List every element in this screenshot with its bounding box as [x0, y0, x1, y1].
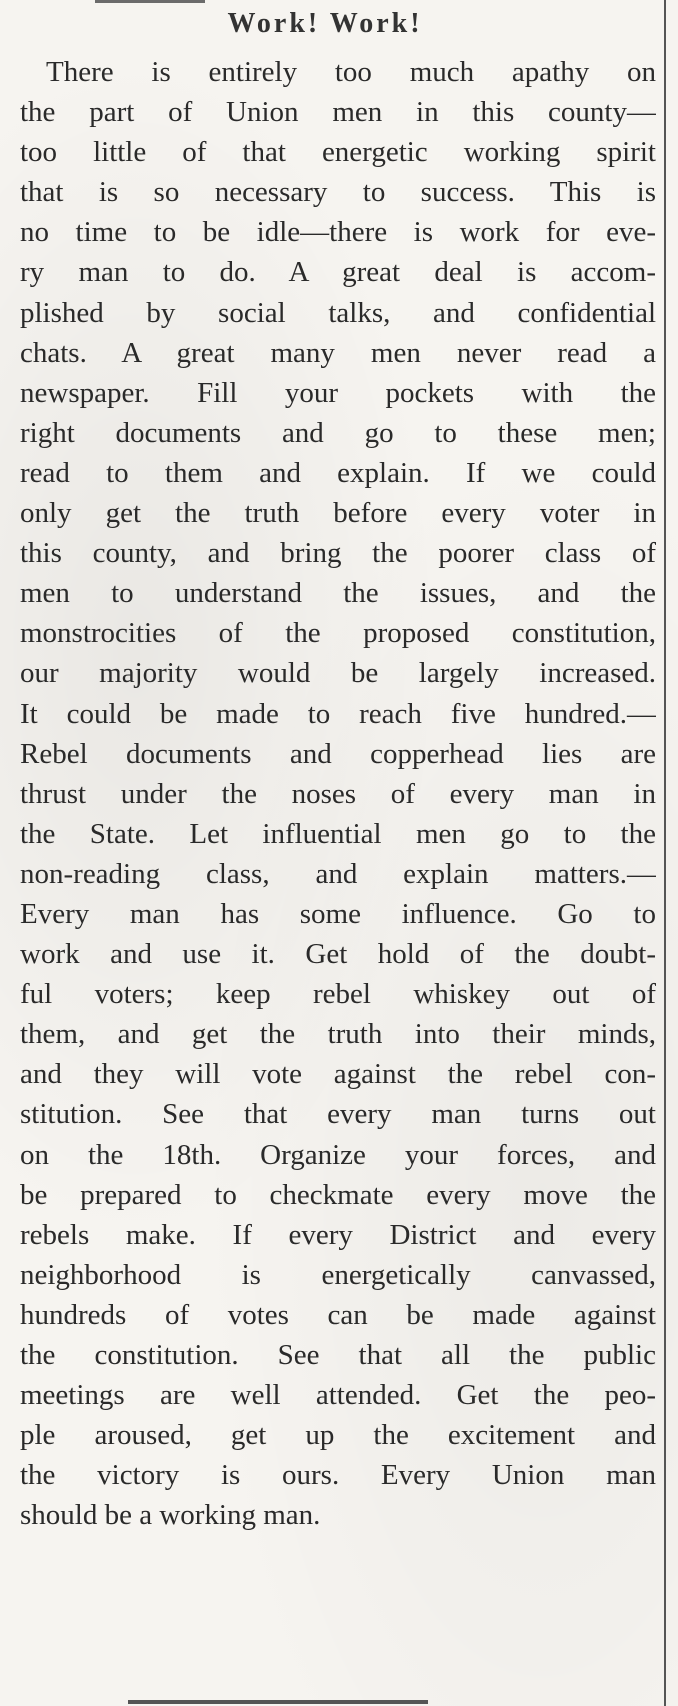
text-line: right documents and go to these men;	[20, 416, 656, 449]
text-line: that is so necessary to success. This is	[20, 176, 656, 209]
text-line: ry man to do. A great deal is accom-	[20, 256, 656, 289]
text-line: newspaper. Fill your pockets with the	[20, 376, 656, 409]
text-line: them, and get the truth into their minds,	[20, 1018, 656, 1051]
text-line: on the 18th. Organize your forces, and	[20, 1138, 656, 1171]
top-rule	[95, 0, 205, 3]
text-line: meetings are well attended. Get the peo-	[20, 1379, 656, 1412]
text-line: read to them and explain. If we could	[20, 456, 656, 489]
text-line: monstrocities of the proposed constitution,	[20, 617, 656, 650]
article-body	[20, 52, 656, 1535]
text-line: too little of that energetic working spirit	[20, 136, 656, 169]
text-line: hundreds of votes can be made against	[20, 1298, 656, 1331]
text-line: should be a working man.	[20, 1499, 321, 1532]
text-line: the part of Union men in this county—	[20, 96, 656, 129]
text-line: men to understand the issues, and the	[20, 577, 656, 610]
text-line: There is entirely too much apathy on	[46, 56, 656, 88]
text-line: rebels make. If every District and every	[20, 1218, 656, 1251]
text-line: the constitution. See that all the public	[20, 1339, 656, 1371]
text-line: plished by social talks, and confidential	[20, 296, 656, 329]
column-rule	[664, 0, 666, 1706]
text-line: non-reading class, and explain matters.—	[20, 857, 656, 890]
text-line: the victory is ours. Every Union man	[20, 1459, 656, 1492]
text-line: and they will vote against the rebel con-	[20, 1058, 656, 1091]
text-line: thrust under the noses of every man in	[20, 777, 656, 810]
text-line: work and use it. Get hold of the doubt-	[20, 938, 656, 971]
text-line: ful voters; keep rebel whiskey out of	[20, 978, 656, 1011]
article-headline: Work! Work!	[227, 8, 423, 39]
text-line: Every man has some influence. Go to	[20, 897, 656, 930]
text-line: chats. A great many men never read a	[20, 336, 656, 369]
bottom-rule	[128, 1700, 428, 1704]
text-line: be prepared to checkmate every move the	[20, 1178, 656, 1211]
text-line: stitution. See that every man turns out	[20, 1098, 656, 1131]
text-line: no time to be idle—there is work for eve-	[20, 216, 656, 249]
text-line: the State. Let influential men go to the	[20, 817, 656, 850]
text-line: our majority would be largely increased.	[20, 657, 656, 690]
text-line: It could be made to reach five hundred.—	[20, 697, 656, 730]
text-line: this county, and bring the poorer class of	[20, 537, 656, 570]
text-line: Rebel documents and copperhead lies are	[20, 737, 656, 770]
text-line: ple aroused, get up the excitement and	[20, 1419, 656, 1452]
text-line: neighborhood is energetically canvassed,	[20, 1258, 656, 1291]
text-line: only get the truth before every voter in	[20, 497, 656, 530]
